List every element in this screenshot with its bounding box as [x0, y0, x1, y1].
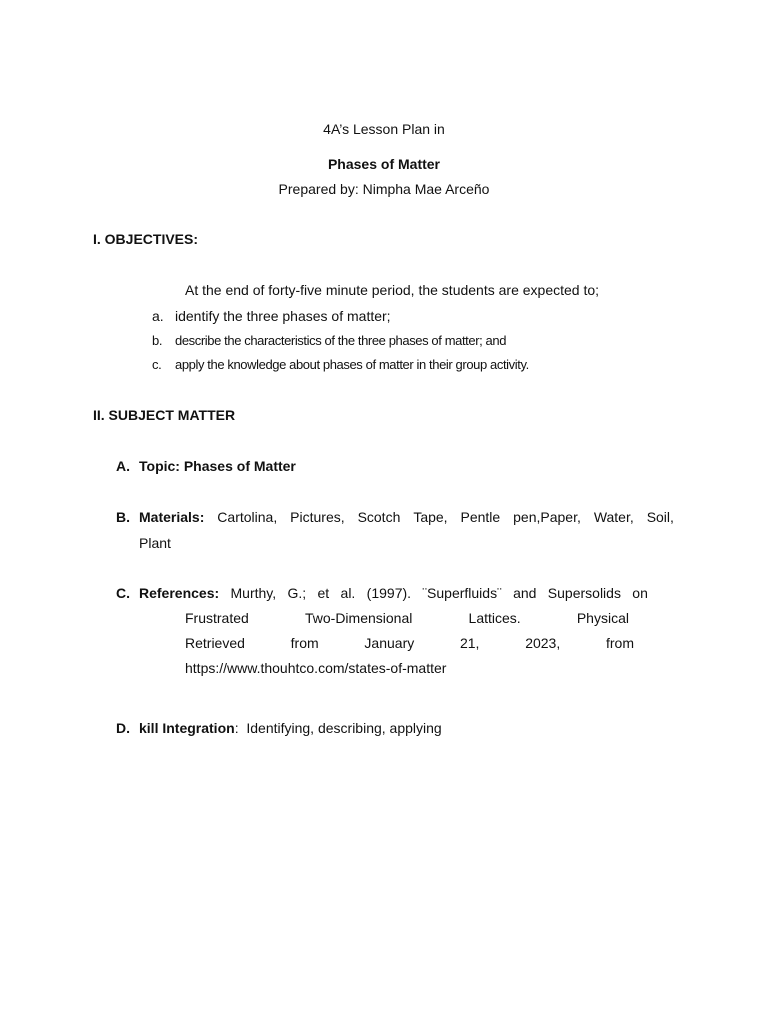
reference-word: ¨Superfluids¨	[422, 585, 502, 601]
skill-text: : Identifying, describing, applying	[234, 720, 442, 736]
objective-marker: b.	[152, 333, 163, 348]
materials-word: Cartolina,	[217, 509, 278, 525]
lesson-plan-line: 4A’s Lesson Plan in	[323, 121, 445, 137]
reference-word: Murthy,	[230, 585, 277, 601]
page-title: Phases of Matter	[327, 156, 441, 172]
prepared-by: Prepared by: Nimpha Mae Arceño	[278, 181, 490, 197]
reference-word: Frustrated	[185, 610, 249, 626]
objectives-heading: I. OBJECTIVES:	[93, 231, 199, 247]
reference-word: Two-Dimensional	[304, 610, 413, 626]
reference-word: from	[290, 635, 319, 651]
references-line-2	[185, 610, 629, 626]
objective-marker: a.	[152, 308, 164, 324]
materials-word: Pentle	[460, 509, 501, 525]
materials-word: Water,	[593, 509, 634, 525]
references-label: References:	[139, 585, 220, 601]
reference-word: Supersolids	[547, 585, 621, 601]
reference-word: from	[606, 635, 634, 651]
reference-word: Retrieved	[185, 635, 245, 651]
materials-word: Scotch	[357, 509, 401, 525]
materials-word: Tape,	[413, 509, 448, 525]
materials-line-2: Plant	[139, 535, 171, 551]
objectives-intro: At the end of forty-five minute period, the students are expected to;	[185, 282, 600, 298]
materials-marker: B.	[116, 509, 130, 525]
reference-word: et	[317, 585, 330, 601]
references-marker: C.	[116, 585, 130, 601]
reference-word: 21,	[459, 635, 480, 651]
reference-word: January	[364, 635, 415, 651]
skill-marker: D.	[116, 720, 130, 736]
reference-word: Lattices.	[468, 610, 521, 626]
materials-word: pen,Paper,	[513, 509, 581, 525]
reference-word: (1997).	[366, 585, 412, 601]
reference-word: al.	[340, 585, 356, 601]
reference-word: 2023,	[525, 635, 561, 651]
subject-matter-heading: II. SUBJECT MATTER	[93, 407, 236, 423]
objective-item: identify the three phases of matter;	[175, 308, 391, 324]
objective-item: describe the characteristics of the three phases of matter; and	[175, 333, 507, 348]
reference-word: and	[513, 585, 537, 601]
reference-word: G.;	[287, 585, 307, 601]
reference-url: https://www.thouhtco.com/states-of-matter	[185, 660, 447, 676]
skill-line	[139, 720, 442, 736]
topic-marker: A.	[116, 458, 130, 474]
objective-item: apply the knowledge about phases of matter in their group activity.	[175, 357, 529, 372]
reference-word: on	[632, 585, 648, 601]
references-line-1	[139, 585, 648, 601]
topic-label: Topic: Phases of Matter	[139, 458, 296, 474]
reference-word: Physical	[576, 610, 629, 626]
materials-word: Soil,	[646, 509, 674, 525]
materials-word: Pictures,	[290, 509, 345, 525]
references-line-3	[185, 635, 634, 651]
materials-line	[139, 509, 674, 525]
objective-marker: c.	[152, 357, 162, 372]
materials-label: Materials:	[139, 509, 205, 525]
skill-label: kill Integration	[139, 720, 235, 736]
